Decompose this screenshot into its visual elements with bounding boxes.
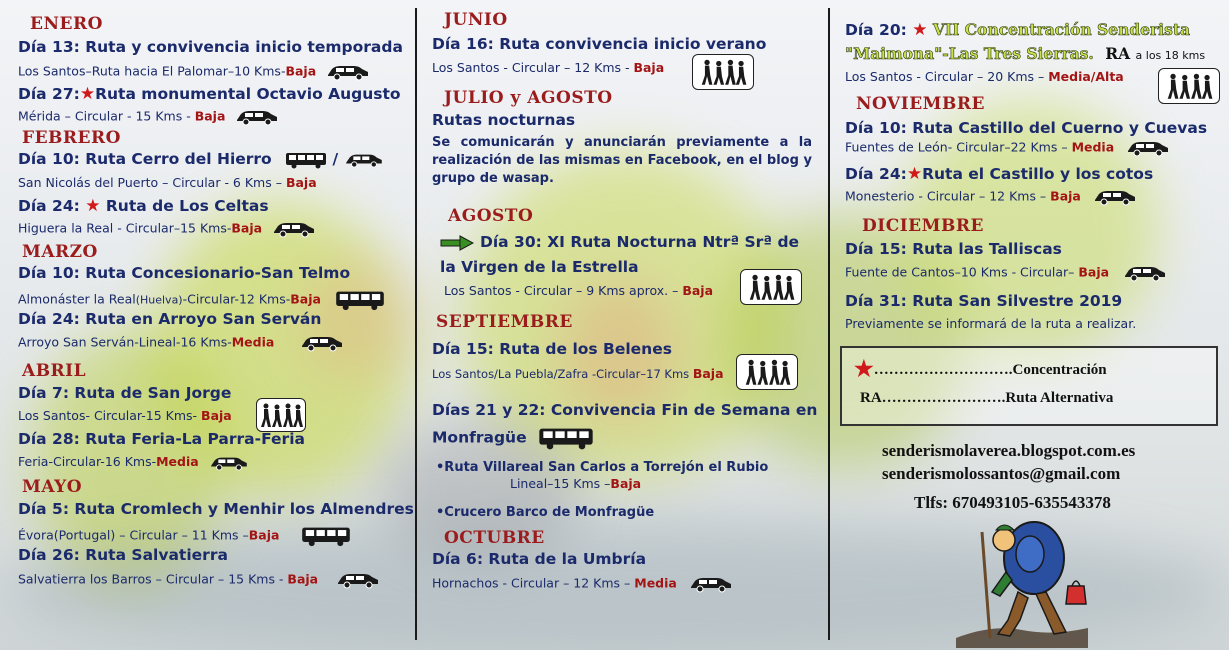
difficulty: Baja <box>285 175 317 190</box>
route-title: Rutas nocturnas <box>432 111 576 129</box>
route-title: Día 16: Ruta convivencia inicio verano <box>432 35 767 53</box>
car-icon <box>1126 139 1170 157</box>
car-icon <box>1123 264 1167 282</box>
route-name: Ruta monumental Octavio Augusto <box>95 85 401 103</box>
month-heading: ENERO <box>30 14 103 34</box>
legend-concentration-label: ……………………….Concentración <box>873 362 1107 378</box>
route-title <box>440 233 799 251</box>
route-info <box>845 139 1170 157</box>
bus-icon <box>301 525 351 547</box>
car-icon <box>326 63 370 81</box>
star-icon: ★ <box>85 196 101 216</box>
difficulty: Media <box>1071 139 1115 155</box>
route-info <box>432 366 724 381</box>
difficulty: Baja <box>285 63 317 79</box>
month-heading: FEBRERO <box>22 128 121 148</box>
star-icon: ★ <box>79 84 96 104</box>
route-details: Los Santos- Circular-15 Kms- <box>18 408 202 423</box>
sub-route: •Ruta Villareal San Carlos a Torrejón el Rubio <box>436 460 769 475</box>
month-heading: JUNIO <box>444 10 508 30</box>
route-info <box>444 283 713 298</box>
month-heading: OCTUBRE <box>444 528 545 548</box>
route-info <box>18 454 249 471</box>
route-info <box>18 63 370 81</box>
route-info <box>18 289 385 311</box>
route-details: Hornachos - Circular – 12 Kms – <box>432 575 635 591</box>
route-note: Previamente se informará de la ruta a realizar. <box>845 316 1137 331</box>
difficulty: Baja <box>1050 188 1081 204</box>
difficulty: Media/Alta <box>1048 69 1124 84</box>
route-title-continued: la Virgen de la Estrella <box>440 258 639 276</box>
month-heading: SEPTIEMBRE <box>436 312 573 332</box>
car-icon <box>209 455 249 471</box>
route-details: Fuente de Cantos–10 Kms - Circular– <box>845 264 1079 280</box>
difficulty: Baja <box>231 220 263 236</box>
route-details: Feria-Circular-16 Kms- <box>18 454 157 469</box>
difficulty: Baja <box>1078 264 1110 280</box>
difficulty: Baja <box>692 366 724 381</box>
route-day: Día 24: <box>18 197 80 215</box>
route-info <box>18 525 351 547</box>
route-title: Día 13: Ruta y convivencia inicio temporada <box>18 38 403 56</box>
column-divider-right <box>828 8 830 640</box>
route-title: Día 15: Ruta las Talliscas <box>845 240 1062 258</box>
arrow-icon <box>440 235 474 251</box>
route-title: Día 24: Ruta en Arroyo San Serván <box>18 310 322 328</box>
special-event-title: VII Concentración Senderista <box>932 20 1191 39</box>
route-title: Día 10: Ruta Castillo del Cuerno y Cuevas <box>845 119 1208 137</box>
route-info <box>18 220 316 238</box>
route-details: Higuera la Real - Circular–15 Kms- <box>18 220 232 236</box>
alternative-route-badge: RA <box>1105 44 1131 63</box>
route-info <box>18 334 344 352</box>
month-heading: DICIEMBRE <box>862 216 984 236</box>
route-title: Día 26: Ruta Salvatierra <box>18 546 228 564</box>
route-title <box>18 84 401 104</box>
route-info <box>845 264 1167 282</box>
route-info <box>432 575 733 593</box>
route-name: Ruta el Castillo y los cotos <box>922 165 1154 183</box>
star-icon: ★ <box>854 356 874 381</box>
route-title <box>18 196 269 216</box>
car-icon <box>1093 188 1137 206</box>
route-details: Fuentes de León- Circular–22 Kms – <box>845 139 1072 155</box>
legend-box <box>840 346 1218 426</box>
route-title: Día 10: Ruta Concesionario-San Telmo <box>18 264 351 282</box>
blog-link[interactable]: senderismolaverea.blogspot.com.es <box>882 441 1136 460</box>
car-icon <box>272 220 316 238</box>
route-title <box>845 164 1153 184</box>
bus-icon <box>285 151 327 169</box>
route-details: Mérida – Circular - 15 Kms - <box>18 108 195 124</box>
hikers-icon <box>692 54 754 90</box>
column-1 <box>0 0 414 650</box>
route-details: Salvatierra los Barros – Circular – 15 Kms - <box>18 571 288 587</box>
separator: / <box>332 150 339 168</box>
route-title: Día 7: Ruta de San Jorge <box>18 384 232 402</box>
route-details: Los Santos - Circular – 12 Kms - <box>432 60 634 75</box>
route-info <box>18 571 380 589</box>
route-region: (Huelva) <box>135 293 183 307</box>
column-divider-left <box>415 8 417 640</box>
route-title: Día 28: Ruta Feria-La Parra-Feria <box>18 430 305 448</box>
route-title-continued <box>845 44 1205 63</box>
car-icon <box>689 575 733 593</box>
route-details: Los Santos–Ruta hacia El Palomar–10 Kms- <box>18 63 286 79</box>
alternative-route-note: a los 18 kms <box>1135 49 1206 62</box>
route-info <box>18 408 232 423</box>
hiker-mascot-icon <box>952 512 1092 648</box>
route-details: Arroyo San Serván-Lineal-16 Kms- <box>18 334 232 350</box>
route-title-continued <box>432 426 594 450</box>
phone-numbers: Tlfs: 670493105-635543378 <box>914 493 1111 512</box>
month-heading: JULIO y AGOSTO <box>444 88 613 108</box>
route-title: Día 5: Ruta Cromlech y Menhir los Almendres <box>18 500 414 518</box>
route-details: Los Santos/La Puebla/Zafra -Circular–17 Kms <box>432 367 693 381</box>
route-day: Día 27: <box>18 85 80 103</box>
route-details: Los Santos - Circular – 20 Kms – <box>845 69 1049 84</box>
car-icon <box>344 152 384 168</box>
sub-route: •Crucero Barco de Monfragüe <box>436 505 655 520</box>
hikers-icon <box>736 354 798 390</box>
car-icon <box>300 334 344 352</box>
route-title: Día 31: Ruta San Silvestre 2019 <box>845 292 1123 310</box>
star-icon: ★ <box>906 164 923 184</box>
route-title <box>845 20 1190 40</box>
email-link[interactable]: senderismolossantos@gmail.com <box>882 464 1121 483</box>
route-title: Días 21 y 22: Convivencia Fin de Semana en <box>432 401 818 419</box>
bus-icon <box>335 289 385 311</box>
bus-icon <box>538 426 594 450</box>
hikers-icon <box>1158 68 1220 104</box>
route-name: Día 10: Ruta Cerro del Hierro <box>18 150 272 168</box>
month-heading: ABRIL <box>22 361 87 381</box>
difficulty: Baja <box>287 571 319 587</box>
difficulty: Baja <box>610 476 642 491</box>
route-info <box>432 60 664 75</box>
month-heading: MAYO <box>22 477 83 497</box>
route-info <box>845 188 1137 206</box>
difficulty: Baja <box>633 60 665 75</box>
route-title <box>18 150 384 169</box>
route-info <box>18 175 317 190</box>
route-details: San Nicolás del Puerto – Circular - 6 Kms – <box>18 175 286 190</box>
route-info <box>845 69 1124 84</box>
difficulty: Baja <box>194 108 226 124</box>
month-heading: AGOSTO <box>448 206 534 226</box>
special-event-title: "Maimona"-Las Tres Sierras. <box>845 44 1094 63</box>
star-icon: ★ <box>912 20 928 40</box>
route-name: Día 30: XI Ruta Nocturna Ntrª Srª de <box>480 233 800 251</box>
column-2 <box>418 0 828 650</box>
route-details: Évora(Portugal) – Circular – 11 Kms – <box>18 527 249 543</box>
difficulty: Baja <box>248 527 280 543</box>
route-title: Día 15: Ruta de los Belenes <box>432 340 672 358</box>
difficulty: Baja <box>682 283 714 298</box>
route-details: Lineal–15 Kms – <box>510 476 611 491</box>
route-details: Almonáster la Real <box>18 291 136 307</box>
difficulty: Baja <box>201 408 232 423</box>
route-name: Ruta de Los Celtas <box>105 197 269 215</box>
legend-row-alternative: RA…………………….Ruta Alternativa <box>860 390 1114 406</box>
route-details: -Circular-12 Kms- <box>182 291 291 307</box>
legend-row-concentration <box>854 356 1107 382</box>
difficulty: Media <box>231 334 275 350</box>
car-icon <box>336 571 380 589</box>
route-details: Monesterio - Circular – 12 Kms – <box>845 188 1051 204</box>
route-title: Día 6: Ruta de la Umbría <box>432 550 647 568</box>
route-info <box>510 476 641 491</box>
difficulty: Media <box>634 575 677 591</box>
route-info <box>18 108 279 126</box>
difficulty: Baja <box>290 291 321 307</box>
route-day: Día 20: <box>845 21 907 39</box>
route-name: Monfragüe <box>432 428 527 447</box>
car-icon <box>235 108 279 126</box>
month-heading: MARZO <box>22 242 98 262</box>
hikers-icon <box>256 398 306 432</box>
route-day: Día 24: <box>845 165 907 183</box>
difficulty: Media <box>156 454 199 469</box>
route-description: Se comunicarán y anunciarán previamente a la realización de las mismas en Facebook, en el blog y grupo de wasap. <box>432 135 812 186</box>
month-heading: NOVIEMBRE <box>856 94 985 114</box>
route-details: Los Santos - Circular – 9 Kms aprox. – <box>444 283 683 298</box>
hikers-icon <box>740 269 802 305</box>
